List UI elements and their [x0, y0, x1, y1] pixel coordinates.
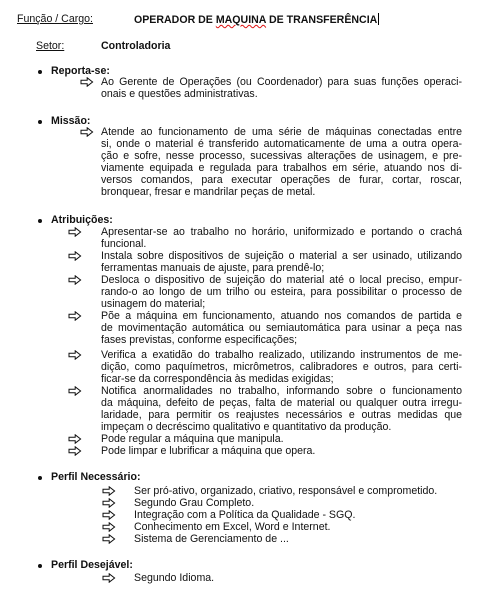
arrow-bullet-icon [102, 498, 116, 508]
list-item-line: impeçam o decréscimo qualitativo e quantitativo da produção. [101, 421, 392, 433]
perfil-necessario-title: Perfil Necessário: [51, 471, 141, 483]
arrow-bullet-icon [102, 573, 116, 583]
list-item-line: Segundo Idioma. [134, 572, 215, 584]
list-item [101, 349, 462, 385]
list-item-line: versos comandos, para executar operações de furar, cortar, roscar, [101, 174, 462, 186]
list-item-line: Integração com a Política da Qualidade - SGQ. [134, 509, 356, 521]
arrow-bullet-icon [68, 311, 82, 321]
section-bullet [38, 219, 42, 223]
list-item-line: de movimentação automática ou semiautomática para usinar a peça nas [101, 322, 462, 334]
list-item [101, 226, 462, 250]
list-item-line: Atende ao funcionamento de uma série de máquinas conectadas entre [101, 126, 462, 138]
list-item-line: dição, como paquímetros, micrômetros, calibradores e outros, para certi- [101, 361, 462, 373]
section-bullet [38, 564, 42, 568]
arrow-bullet-icon [68, 227, 82, 237]
arrow-bullet-icon [80, 77, 94, 87]
setor-label: Setor: [36, 40, 65, 52]
list-item-line: da máquina, defeito de peças, falta de material ou qualquer outra irregu- [101, 397, 462, 409]
arrow-bullet-icon [68, 275, 82, 285]
missao-title: Missão: [51, 115, 91, 127]
list-item-line: Notifica anormalidades no trabalho, informando sobre o funcionamento [101, 385, 462, 397]
arrow-bullet-icon [80, 127, 94, 137]
arrow-bullet-icon [68, 251, 82, 261]
list-item-line: bronquear, fresar e mandrilar peças de metal. [101, 186, 316, 198]
list-item-line: Põe a máquina em funcionamento, atuando nos comandos de partida e [101, 310, 462, 322]
list-item [101, 76, 462, 100]
list-item-line: ferramentas manuais de ajuste, para prendê-lo; [101, 262, 325, 274]
list-item [101, 310, 462, 346]
list-item-line: funcional. [101, 238, 147, 250]
arrow-bullet-icon [68, 434, 82, 444]
section-bullet [38, 476, 42, 480]
list-item-line: Sistema de Gerenciamento de ... [134, 533, 289, 545]
list-item-line: rando-o ao longo de um trilho ou esteira, para possibilitar o processo de [101, 286, 462, 298]
list-item [101, 445, 462, 457]
reporta-title: Reporta-se: [51, 65, 110, 77]
arrow-bullet-icon [68, 350, 82, 360]
list-item [101, 274, 462, 310]
list-item-line: Ao Gerente de Operações (ou Coordenador) para suas funções operaci- [101, 76, 462, 88]
list-item-line: Ser pró-ativo, organizado, criativo, responsável e comprometido. [134, 485, 438, 497]
list-item [101, 385, 462, 433]
list-item-line: Instala sobre dispositivos de sujeição o material a ser usinado, utilizando [101, 250, 462, 262]
list-item [134, 509, 464, 521]
list-item-line: fases previstas, conforme especificações; [101, 334, 298, 346]
list-item [134, 533, 464, 545]
funcao-value-pre: OPERADOR DE [134, 14, 216, 26]
list-item-line: ficar-se da correspondência às medidas exigidas; [101, 373, 334, 385]
arrow-bullet-icon [102, 486, 116, 496]
list-item [101, 126, 462, 198]
list-item-line: si, onde o material é transferido automaticamente de uma a outra opera- [101, 138, 462, 150]
list-item-line: Segundo Grau Completo. [134, 497, 255, 509]
funcao-value[interactable] [134, 13, 379, 26]
list-item [101, 250, 462, 274]
list-item-line: Apresentar-se ao trabalho no horário, uniformizado e portando o crachá [101, 226, 462, 238]
arrow-bullet-icon [68, 386, 82, 396]
section-bullet [38, 70, 42, 74]
list-item [134, 521, 464, 533]
list-item-line: onais e questões administrativas. [101, 88, 258, 100]
list-item-line: usinagem do material; [101, 298, 206, 310]
list-item [134, 485, 464, 497]
text-cursor [378, 13, 379, 25]
list-item-line: Verifica a exatidão do trabalho realizado, utilizando instrumentos de me- [101, 349, 462, 361]
list-item-line: Pode limpar e lubrificar a máquina que opera. [101, 445, 316, 457]
list-item-line: Conhecimento em Excel, Word e Internet. [134, 521, 331, 533]
list-item-line: Desloca o dispositivo de sujeição do material até o local preciso, empur- [101, 274, 462, 286]
list-item-line: Pode regular a máquina que manipula. [101, 433, 284, 445]
funcao-value-misspelled-word: MAQUINA [215, 14, 267, 26]
funcao-value-post: DE TRANSFERÊNCIA [266, 14, 378, 26]
perfil-desejavel-title: Perfil Desejável: [51, 559, 133, 571]
list-item-line: viamente equipada e regulada para trabalhos em série, atuando nos di- [101, 162, 462, 174]
arrow-bullet-icon [102, 522, 116, 532]
list-item [134, 497, 464, 509]
list-item-line: ção e sofre, nesse processo, sucessivas alterações de usinagem, e pre- [101, 150, 462, 162]
section-bullet [38, 120, 42, 124]
list-item [134, 572, 464, 584]
atribuicoes-title: Atribuições: [51, 214, 113, 226]
arrow-bullet-icon [102, 510, 116, 520]
list-item-line: laridade, para permitir os reajustes necessários e outras medidas que [101, 409, 462, 421]
funcao-label: Função / Cargo: [17, 13, 93, 25]
arrow-bullet-icon [68, 446, 82, 456]
list-item [101, 433, 462, 445]
arrow-bullet-icon [102, 534, 116, 544]
setor-value: Controladoria [101, 40, 171, 52]
